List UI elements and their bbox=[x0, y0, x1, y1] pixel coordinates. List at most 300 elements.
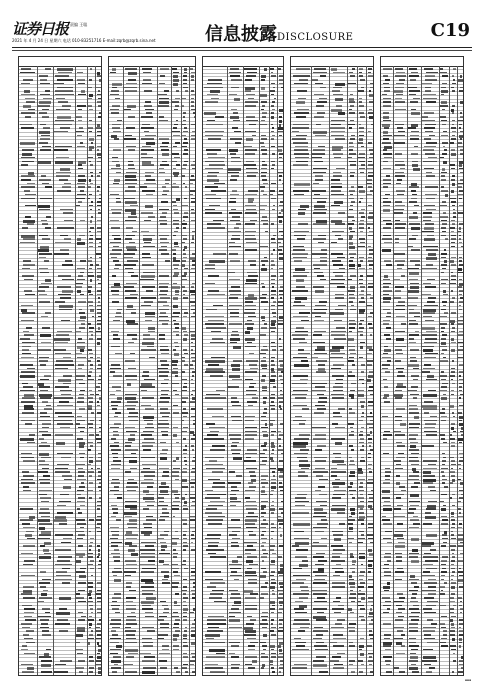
table-cell-text bbox=[58, 72, 71, 74]
table-cell-text bbox=[312, 153, 325, 155]
table-cell-text bbox=[314, 205, 326, 208]
table-cell-text bbox=[89, 268, 91, 270]
table-cell-text bbox=[383, 623, 391, 625]
table-cell-text bbox=[422, 445, 434, 447]
table-cell-text bbox=[451, 468, 453, 470]
table-cell-text bbox=[111, 605, 120, 607]
table-cell-text bbox=[183, 601, 186, 603]
table-cell-text bbox=[262, 560, 265, 562]
table-cell-text bbox=[349, 149, 353, 151]
table-cell-text bbox=[229, 534, 237, 536]
table-cell-text bbox=[191, 575, 196, 577]
table-cell-text bbox=[230, 294, 241, 296]
table-cell-text bbox=[409, 342, 416, 344]
table-cell-text bbox=[20, 242, 35, 244]
table-cell-text bbox=[459, 568, 461, 570]
table-cell-text bbox=[411, 183, 418, 186]
table-cell-text bbox=[442, 223, 447, 225]
table-cell-text bbox=[172, 568, 179, 570]
table-cell-text bbox=[39, 209, 50, 211]
table-cell-text bbox=[262, 627, 267, 629]
table-cell-text bbox=[146, 519, 156, 521]
table-cell-text bbox=[249, 564, 258, 566]
table-cell-text bbox=[458, 538, 463, 541]
table-cell-text bbox=[368, 523, 374, 525]
table-cell-text bbox=[110, 371, 115, 373]
table-cell-text bbox=[395, 68, 403, 70]
table-cell-text bbox=[130, 353, 135, 355]
table-cell-text bbox=[62, 264, 73, 266]
table-cell-text bbox=[427, 619, 433, 621]
table-cell-text bbox=[396, 560, 402, 562]
table-cell-text bbox=[64, 238, 71, 240]
table-cell-text bbox=[140, 556, 154, 558]
table-cell-text bbox=[383, 379, 387, 381]
table-cell-text bbox=[80, 316, 86, 319]
table-cell-text bbox=[409, 272, 418, 275]
table-cell-text bbox=[99, 560, 101, 562]
table-cell-text bbox=[192, 283, 195, 285]
table-cell-text bbox=[383, 568, 389, 570]
table-cell-text bbox=[60, 660, 72, 662]
table-cell-text bbox=[271, 408, 275, 410]
table-cell-text bbox=[409, 238, 416, 240]
table-cell-text bbox=[39, 357, 49, 359]
table-cell-text bbox=[183, 534, 185, 536]
table-cell-text bbox=[23, 527, 35, 529]
table-cell-text bbox=[183, 316, 187, 318]
table-cell-text bbox=[358, 471, 362, 474]
table-cell-text bbox=[77, 238, 81, 241]
table-cell-text bbox=[114, 423, 121, 425]
table-cell-text bbox=[245, 238, 255, 240]
table-cell-text bbox=[261, 479, 266, 481]
table-cell-text bbox=[262, 386, 267, 389]
table-cell-text bbox=[111, 401, 121, 403]
table-cell-text bbox=[126, 146, 135, 148]
table-cell-text bbox=[443, 542, 447, 544]
table-cell-text bbox=[423, 482, 434, 484]
table-cell-text bbox=[451, 323, 455, 325]
table-cell-text bbox=[159, 338, 165, 340]
table-cell-text bbox=[441, 272, 444, 274]
table-cell-text bbox=[359, 72, 363, 74]
table-cell-text bbox=[451, 231, 454, 233]
table-cell-text bbox=[382, 490, 390, 493]
table-cell-text bbox=[383, 453, 389, 455]
table-cell-text bbox=[271, 360, 274, 362]
table-cell-text bbox=[25, 116, 31, 118]
table-cell-text bbox=[114, 268, 119, 270]
table-cell-text bbox=[140, 564, 154, 566]
table-cell-text bbox=[142, 124, 149, 126]
table-cell-text bbox=[89, 327, 94, 329]
table-cell-text bbox=[144, 301, 153, 303]
table-cell-text bbox=[127, 401, 138, 403]
table-cell-text bbox=[44, 553, 51, 555]
table-cell-text bbox=[451, 238, 455, 240]
table-cell-text bbox=[315, 175, 323, 177]
table-cell-text bbox=[302, 560, 309, 562]
table-cell-text bbox=[458, 571, 463, 573]
table-cell-text bbox=[125, 516, 132, 518]
table-cell-text bbox=[360, 231, 364, 233]
table-cell-text bbox=[40, 619, 49, 621]
table-column-divider bbox=[366, 66, 367, 675]
table-cell-text bbox=[261, 87, 265, 90]
table-cell-text bbox=[245, 505, 257, 507]
table-cell-text bbox=[352, 497, 355, 499]
table-cell-text bbox=[116, 201, 122, 203]
table-cell-text bbox=[113, 431, 119, 433]
table-cell-text bbox=[96, 264, 98, 266]
table-cell-text bbox=[88, 642, 90, 645]
table-cell-text bbox=[173, 634, 179, 637]
table-cell-text bbox=[182, 371, 185, 373]
table-cell-text bbox=[451, 560, 455, 562]
table-cell-text bbox=[248, 98, 254, 100]
table-cell-text bbox=[444, 531, 447, 534]
table-cell-text bbox=[124, 286, 133, 288]
table-cell-text bbox=[213, 220, 224, 222]
table-cell-text bbox=[460, 112, 462, 114]
table-cell-text bbox=[358, 593, 364, 595]
table-cell-text bbox=[335, 297, 344, 299]
table-cell-text bbox=[426, 257, 437, 260]
table-cell-text bbox=[368, 538, 374, 540]
table-cell-text bbox=[422, 120, 434, 122]
table-cell-text bbox=[348, 346, 354, 348]
table-cell-text bbox=[292, 394, 307, 396]
table-cell-text bbox=[279, 212, 282, 214]
table-cell-text bbox=[331, 120, 345, 122]
table-cell-text bbox=[318, 486, 325, 488]
table-cell-text bbox=[382, 416, 388, 418]
table-cell-text bbox=[205, 168, 223, 170]
table-cell-text bbox=[192, 168, 195, 170]
table-cell-text bbox=[359, 161, 364, 163]
table-cell-text bbox=[172, 616, 178, 618]
table-cell-text bbox=[113, 334, 118, 336]
table-cell-text bbox=[22, 346, 31, 348]
table-cell-text bbox=[175, 98, 180, 100]
table-cell-text bbox=[191, 101, 194, 103]
table-cell-text bbox=[41, 501, 49, 503]
table-cell-text bbox=[385, 371, 390, 373]
table-cell-text bbox=[440, 72, 447, 74]
table-cell-text bbox=[359, 223, 365, 225]
table-cell-text bbox=[271, 138, 274, 140]
table-cell-text bbox=[270, 508, 274, 511]
table-cell-text bbox=[271, 131, 274, 133]
table-cell-text bbox=[245, 490, 254, 492]
table-cell-text bbox=[278, 656, 283, 658]
table-cell-text bbox=[41, 457, 51, 459]
table-cell-text bbox=[76, 560, 80, 563]
table-cell-text bbox=[360, 582, 365, 584]
table-cell-text bbox=[426, 568, 437, 570]
table-cell-text bbox=[451, 338, 454, 341]
table-cell-text bbox=[395, 235, 405, 237]
table-cell-text bbox=[43, 475, 50, 477]
table-cell-text bbox=[360, 571, 365, 573]
disclosure-table-3 bbox=[202, 56, 284, 676]
table-cell-text bbox=[248, 294, 254, 297]
table-cell-text bbox=[23, 264, 36, 266]
table-cell-text bbox=[278, 431, 281, 433]
table-cell-text bbox=[97, 516, 102, 518]
table-cell-text bbox=[271, 264, 275, 266]
table-cell-text bbox=[78, 590, 85, 592]
table-cell-text bbox=[41, 342, 52, 344]
table-cell-text bbox=[358, 394, 364, 397]
table-cell-text bbox=[43, 549, 49, 552]
table-cell-text bbox=[349, 582, 355, 585]
table-cell-text bbox=[264, 68, 267, 71]
table-cell-text bbox=[315, 564, 324, 566]
table-cell-text bbox=[408, 305, 417, 307]
table-cell-text bbox=[159, 98, 168, 100]
table-cell-text bbox=[410, 653, 416, 655]
table-cell-text bbox=[450, 164, 455, 166]
table-cell-text bbox=[191, 294, 195, 296]
table-cell-text bbox=[350, 390, 356, 392]
table-cell-text bbox=[111, 542, 122, 544]
table-cell-text bbox=[412, 235, 418, 237]
table-cell-text bbox=[452, 383, 455, 385]
table-cell-text bbox=[140, 653, 150, 655]
table-cell-text bbox=[280, 664, 284, 666]
table-cell-text bbox=[361, 405, 364, 408]
table-cell-text bbox=[361, 87, 364, 89]
table-cell-text bbox=[128, 272, 134, 274]
table-cell-text bbox=[146, 112, 152, 114]
table-cell-text bbox=[441, 87, 447, 89]
table-cell-text bbox=[25, 619, 36, 621]
table-cell-text bbox=[211, 98, 220, 100]
table-cell-text bbox=[422, 545, 431, 547]
table-cell-text bbox=[336, 105, 342, 107]
table-cell-text bbox=[190, 660, 195, 662]
table-cell-text bbox=[89, 401, 93, 403]
table-cell-text bbox=[58, 379, 71, 382]
table-cell-text bbox=[39, 438, 44, 440]
table-cell-text bbox=[262, 542, 266, 544]
table-cell-text bbox=[80, 457, 84, 459]
table-column-divider bbox=[243, 66, 244, 675]
table-cell-text bbox=[411, 560, 419, 563]
table-cell-text bbox=[395, 220, 401, 222]
table-cell-text bbox=[21, 664, 33, 666]
table-cell-text bbox=[116, 312, 121, 314]
table-cell-text bbox=[159, 371, 170, 373]
table-cell-text bbox=[148, 331, 155, 333]
table-cell-text bbox=[231, 238, 240, 240]
table-cell-text bbox=[182, 98, 186, 100]
table-cell-text bbox=[260, 205, 267, 207]
table-cell-text bbox=[293, 568, 302, 570]
table-cell-text bbox=[63, 357, 70, 359]
table-cell-text bbox=[245, 571, 257, 574]
table-cell-text bbox=[210, 556, 226, 558]
table-cell-text bbox=[55, 579, 72, 581]
table-cell-text bbox=[248, 582, 257, 584]
table-cell-text bbox=[42, 146, 51, 148]
table-cell-text bbox=[383, 645, 392, 647]
table-cell-text bbox=[298, 475, 308, 477]
table-cell-text bbox=[230, 597, 241, 599]
table-cell-text bbox=[271, 505, 274, 507]
table-cell-text bbox=[333, 364, 344, 366]
table-cell-text bbox=[231, 593, 240, 595]
table-cell-text bbox=[60, 168, 70, 171]
table-cell-text bbox=[40, 545, 46, 547]
table-cell-text bbox=[395, 205, 405, 207]
table-cell-text bbox=[233, 120, 240, 122]
table-cell-text bbox=[459, 630, 464, 632]
table-cell-text bbox=[459, 124, 463, 126]
table-cell-text bbox=[384, 127, 389, 129]
table-cell-text bbox=[314, 194, 320, 196]
table-cell-text bbox=[452, 75, 454, 77]
table-cell-text bbox=[81, 90, 85, 93]
table-cell-text bbox=[383, 201, 392, 203]
table-cell-text bbox=[208, 364, 219, 366]
table-cell-text bbox=[98, 364, 102, 366]
table-cell-text bbox=[184, 68, 187, 71]
table-cell-text bbox=[27, 667, 34, 670]
table-cell-text bbox=[176, 164, 180, 166]
table-cell-text bbox=[190, 497, 195, 499]
table-cell-text bbox=[229, 253, 238, 255]
table-cell-text bbox=[21, 420, 35, 422]
table-cell-text bbox=[90, 309, 93, 312]
table-cell-text bbox=[125, 290, 136, 292]
table-cell-text bbox=[359, 212, 365, 214]
table-cell-text bbox=[124, 664, 132, 666]
table-cell-text bbox=[264, 323, 267, 325]
table-cell-text bbox=[383, 397, 387, 399]
table-cell-text bbox=[360, 501, 364, 503]
table-cell-text bbox=[314, 331, 327, 333]
table-cell-text bbox=[271, 331, 275, 333]
table-cell-text bbox=[384, 401, 391, 403]
table-cell-text bbox=[89, 120, 92, 122]
table-cell-text bbox=[206, 149, 220, 151]
table-cell-text bbox=[97, 175, 101, 177]
table-cell-text bbox=[21, 457, 34, 459]
table-cell-text bbox=[410, 656, 418, 659]
table-cell-text bbox=[279, 401, 284, 403]
table-cell-text bbox=[54, 397, 72, 399]
table-cell-text bbox=[78, 201, 81, 203]
table-cell-text bbox=[129, 412, 138, 414]
table-cell-text bbox=[210, 449, 225, 451]
table-cell-text bbox=[41, 220, 47, 222]
table-cell-text bbox=[397, 523, 403, 525]
table-cell-text bbox=[383, 523, 392, 525]
table-cell-text bbox=[124, 138, 135, 140]
table-cell-text bbox=[262, 179, 268, 181]
table-cell-text bbox=[57, 505, 66, 507]
table-cell-text bbox=[395, 579, 402, 581]
table-cell-text bbox=[20, 375, 35, 378]
table-cell-text bbox=[142, 442, 155, 444]
table-cell-text bbox=[442, 475, 445, 477]
table-cell-text bbox=[458, 186, 462, 188]
table-cell-text bbox=[350, 286, 355, 289]
table-cell-text bbox=[396, 497, 402, 499]
masthead bbox=[12, 18, 472, 46]
table-cell-text bbox=[358, 660, 363, 662]
table-cell-text bbox=[97, 290, 102, 292]
table-cell-text bbox=[248, 405, 253, 407]
table-cell-text bbox=[97, 368, 102, 370]
table-cell-text bbox=[113, 556, 120, 558]
table-cell-text bbox=[192, 231, 196, 233]
table-cell-text bbox=[359, 379, 364, 381]
table-cell-text bbox=[441, 494, 447, 496]
table-cell-text bbox=[173, 257, 176, 260]
table-cell-text bbox=[442, 556, 447, 558]
table-cell-text bbox=[394, 253, 405, 255]
table-cell-text bbox=[278, 238, 283, 240]
table-cell-text bbox=[173, 275, 178, 277]
table-cell-text bbox=[58, 294, 72, 296]
table-cell-text bbox=[413, 516, 419, 518]
table-cell-text bbox=[382, 94, 387, 96]
table-cell-text bbox=[250, 383, 255, 385]
table-cell-text bbox=[110, 72, 115, 74]
table-cell-text bbox=[114, 238, 121, 240]
table-cell-text bbox=[191, 479, 196, 481]
table-cell-text bbox=[114, 494, 122, 496]
table-cell-text bbox=[59, 401, 69, 403]
table-cell-text bbox=[115, 612, 120, 614]
table-cell-text bbox=[245, 497, 251, 499]
table-cell-text bbox=[368, 453, 371, 455]
table-cell-text bbox=[263, 357, 266, 359]
table-cell-text bbox=[331, 471, 345, 473]
table-cell-text bbox=[281, 501, 284, 503]
table-cell-text bbox=[184, 161, 188, 163]
table-cell-text bbox=[182, 590, 186, 592]
table-cell-text bbox=[231, 161, 241, 163]
table-cell-text bbox=[396, 72, 405, 74]
table-cell-text bbox=[246, 508, 257, 510]
table-cell-text bbox=[54, 338, 69, 341]
table-cell-text bbox=[172, 582, 179, 584]
table-cell-text bbox=[162, 649, 169, 651]
table-cell-text bbox=[443, 305, 446, 307]
table-cell-text bbox=[261, 482, 267, 484]
table-cell-text bbox=[349, 579, 354, 581]
table-cell-text bbox=[127, 105, 136, 108]
table-cell-text bbox=[76, 375, 85, 377]
table-cell-text bbox=[46, 405, 52, 407]
table-cell-text bbox=[441, 235, 446, 237]
table-cell-text bbox=[88, 379, 93, 381]
table-cell-text bbox=[350, 482, 353, 485]
table-cell-text bbox=[293, 445, 306, 448]
table-cell-text bbox=[97, 190, 99, 192]
table-cell-text bbox=[234, 131, 241, 133]
table-cell-text bbox=[97, 479, 102, 481]
table-cell-text bbox=[452, 553, 454, 555]
table-cell-text bbox=[332, 375, 344, 377]
table-cell-text bbox=[262, 216, 267, 218]
table-cell-text bbox=[279, 109, 284, 112]
